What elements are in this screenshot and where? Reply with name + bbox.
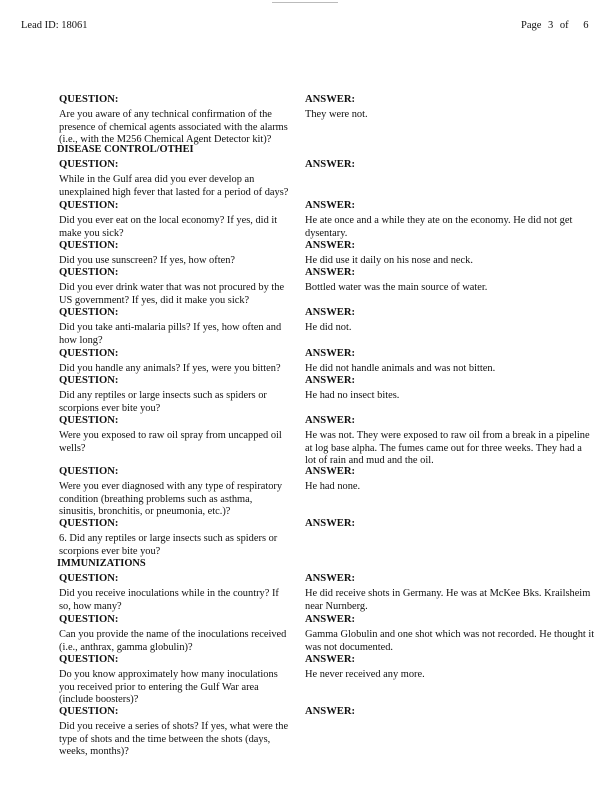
question-block [59,518,289,558]
page-word: Page [521,20,542,31]
answer-block [305,706,595,721]
question-text: Did you ever eat on the local economy? If yes, did it make you sick? [59,215,278,239]
question-label: QUESTION: [59,614,119,625]
question-label: QUESTION: [59,518,119,529]
answer-block [305,573,595,613]
question-label: QUESTION: [59,466,119,477]
question-block [59,348,289,376]
question-label: QUESTION: [59,200,119,211]
answer-text: Gamma Globulin and one shot which was not recorded. He thought it was not documented. [305,629,595,653]
question-label: QUESTION: [59,159,119,170]
question-label: QUESTION: [59,348,119,359]
question-label: QUESTION: [59,654,119,665]
answer-text: He did not. [305,322,352,333]
question-block [59,614,289,654]
answer-label: ANSWER: [305,94,356,105]
answer-text: He was not. They were exposed to raw oil from a break in a pipeline at log base alpha. The fumes came out for three weeks. They had a lot of rain and mud and the oil. [305,430,590,466]
answer-text: He did use it daily on his nose and neck. [305,255,473,266]
question-label: QUESTION: [59,240,119,251]
answer-block [305,240,595,268]
question-block [59,573,289,613]
question-block [59,466,289,519]
question-text: Can you provide the name of the inoculations received (i.e., anthrax, gamma globulin)? [59,629,287,653]
answer-label: ANSWER: [305,415,356,426]
answer-label: ANSWER: [305,375,356,386]
question-block [59,415,289,455]
question-text: Did you receive inoculations while in the country? If so, how many? [59,588,279,612]
answer-label: ANSWER: [305,654,356,665]
answer-label: ANSWER: [305,706,356,717]
answer-block [305,200,595,240]
question-text: Are you aware of any technical confirmation of the presence of chemical agents associated with the alarms (i.e., with the M256 Chemical Agent Detector kit)? [59,109,288,145]
question-text: While in the Gulf area did you ever develop an unexplained high fever that lasted for a period of days? [59,174,289,198]
question-text: Did you ever drink water that was not procured by the US government? If yes, did it make you sick? [59,282,285,306]
answer-text: They were not. [305,109,368,120]
answer-label: ANSWER: [305,240,356,251]
question-label: QUESTION: [59,94,119,105]
question-label: QUESTION: [59,415,119,426]
question-block [59,375,289,415]
answer-block [305,654,595,682]
question-block [59,706,289,759]
question-block [59,267,289,307]
answer-text: He did not handle animals and was not bitten. [305,363,496,374]
answer-text: He ate once and a while they ate on the economy. He did not get dysentary. [305,215,573,239]
answer-block [305,94,595,122]
total-pages: 6 [583,20,589,31]
question-block [59,159,289,199]
question-label: QUESTION: [59,706,119,717]
question-label: QUESTION: [59,375,119,386]
question-label: QUESTION: [59,267,119,278]
answer-block [305,375,595,403]
lead-id: Lead ID: 18061 [21,20,88,31]
question-block [59,240,289,268]
of-word: of [559,20,569,31]
answer-label: ANSWER: [305,348,356,359]
question-label: QUESTION: [59,307,119,318]
page-number: 3 [548,20,554,31]
question-text: Were you ever diagnosed with any type of respiratory condition (breathing problems such as asthma, sinusitis, bronchitis, or pneumonia, etc.)? [59,481,283,517]
question-block [59,200,289,240]
answer-text: He had no insect bites. [305,390,400,401]
question-block [59,654,289,707]
answer-block [305,614,595,654]
question-text: 6. Did any reptiles or large insects such as spiders or scorpions ever bite you? [59,533,278,557]
question-text: Did you take anti-malaria pills? If yes, how often and how long? [59,322,282,346]
question-label: QUESTION: [59,573,119,584]
answer-block [305,466,595,494]
question-block [59,94,289,147]
answer-block [305,518,595,533]
answer-label: ANSWER: [305,307,356,318]
question-text: Did any reptiles or large insects such as spiders or scorpions ever bite you? [59,390,267,414]
section-heading-disease-control: DISEASE CONTROL/OTHEI [57,144,194,155]
question-text: Did you handle any animals? If yes, were you bitten? [59,363,281,374]
page-indicator [521,20,589,31]
answer-label: ANSWER: [305,200,356,211]
question-block [59,307,289,347]
answer-block [305,159,595,174]
question-text: Do you know approximately how many inoculations you received prior to entering the Gulf War area (include boosters)? [59,669,278,705]
answer-text: He never received any more. [305,669,425,680]
answer-text: Bottled water was the main source of water. [305,282,488,293]
answer-label: ANSWER: [305,466,356,477]
answer-block [305,415,595,468]
top-rule [272,2,338,3]
answer-block [305,267,595,295]
answer-label: ANSWER: [305,573,356,584]
answer-label: ANSWER: [305,267,356,278]
answer-block [305,307,595,335]
answer-label: ANSWER: [305,159,356,170]
answer-label: ANSWER: [305,518,356,529]
answer-text: He did receive shots in Germany. He was at McKee Bks. Krailsheim near Nurnberg. [305,588,591,612]
question-text: Did you receive a series of shots? If yes, what were the type of shots and the time between the shots (days, weeks, months)? [59,721,289,757]
section-heading-immunizations: IMMUNIZATIONS [57,558,146,569]
answer-label: ANSWER: [305,614,356,625]
answer-text: He had none. [305,481,361,492]
question-text: Did you use sunscreen? If yes, how often? [59,255,236,266]
question-text: Were you exposed to raw oil spray from uncapped oil wells? [59,430,282,454]
answer-block [305,348,595,376]
